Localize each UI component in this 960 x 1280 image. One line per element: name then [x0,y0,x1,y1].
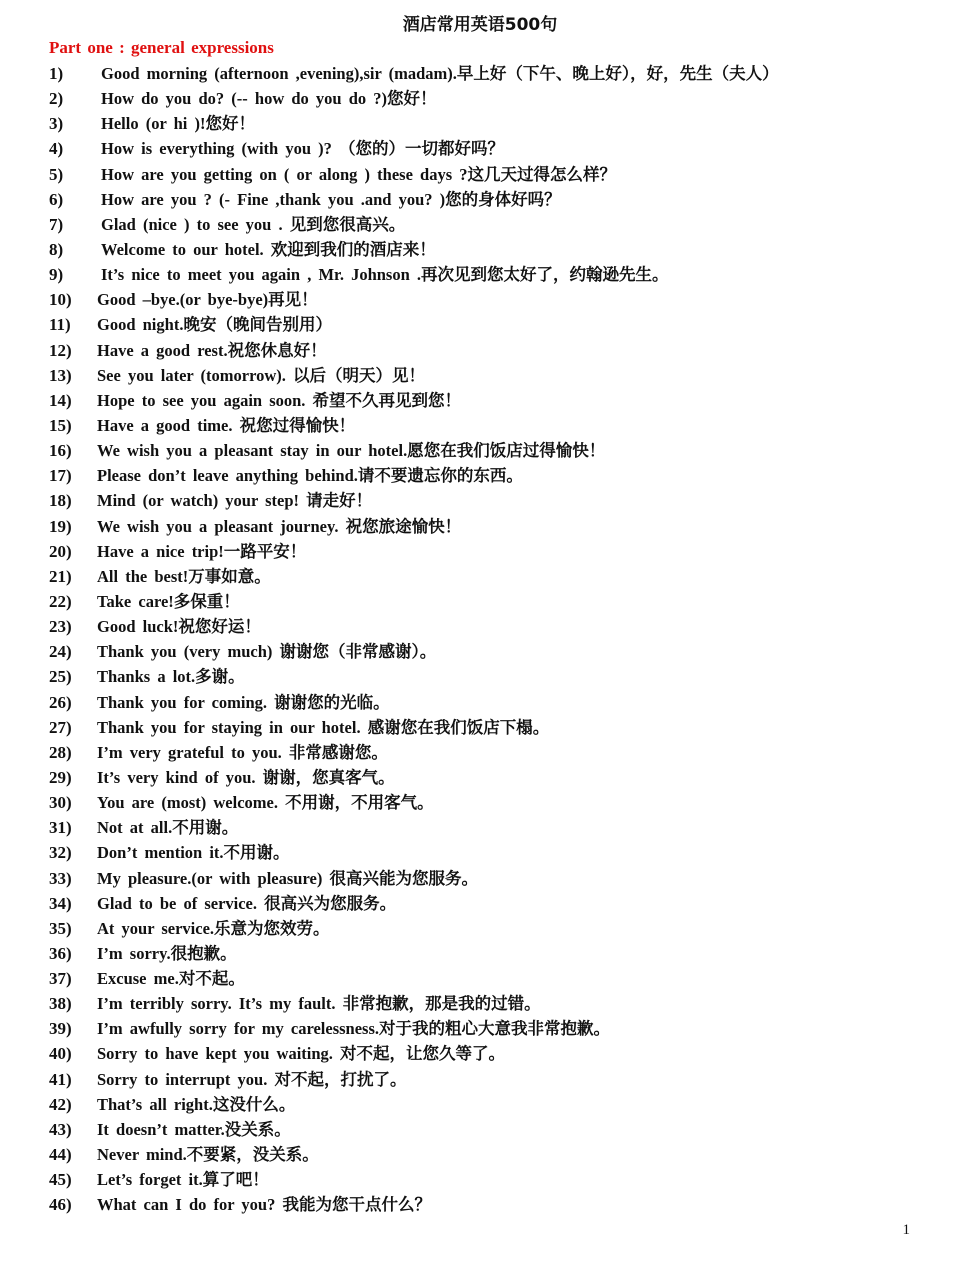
item-number: 40) [49,1044,72,1064]
item-text: Welcome to our hotel. 欢迎到我们的酒店来！ [101,239,436,259]
list-item [0,916,960,941]
item-number: 26) [49,692,72,712]
item-number: 34) [49,893,72,913]
item-text: Thank you for staying in our hotel. 感谢您在我们饭店下榻。 [97,717,550,737]
item-number: 23) [49,617,72,637]
item-number: 24) [49,642,72,662]
item-text: Good morning (afternoon ,evening),sir (madam).早上好（下午、晚上好），好，先生（夫人） [101,64,779,83]
section-heading: Part one : general expressions [49,38,274,57]
item-number: 16) [49,441,72,461]
item-number: 43) [49,1119,72,1139]
item-number: 6) [49,189,64,209]
item-number: 39) [49,1019,72,1039]
list-item [0,715,960,740]
item-number: 29) [49,767,72,787]
list-item [0,589,960,614]
list-item [0,1192,960,1217]
list-item [0,891,960,916]
item-text: Take care!多保重！ [97,591,240,611]
item-number: 38) [49,994,72,1014]
item-number: 20) [49,541,72,561]
page-title: 酒店常用英语500句 [402,15,558,35]
list-item [0,388,960,413]
item-number: 2) [49,89,64,109]
item-number: 45) [49,1170,72,1190]
list-item [0,287,960,312]
list-item [0,363,960,388]
list-item [0,866,960,891]
list-item [0,765,960,790]
item-text: Good luck!祝您好运！ [97,617,261,637]
item-number: 18) [49,491,72,511]
item-number: 12) [49,340,72,360]
item-text: Excuse me.对不起。 [97,969,245,989]
item-number: 17) [49,466,72,486]
list-item [0,262,960,287]
list-item [0,338,960,363]
item-text: Please don’t leave anything behind.请不要遗忘你的东西。 [97,466,523,486]
item-text: I’m awfully sorry for my carelessness.对于我的粗心大意我非常抱歉。 [97,1019,611,1039]
item-text: Mind (or watch) your step! 请走好！ [97,491,373,511]
item-text: Have a nice trip!一路平安！ [97,541,307,561]
list-item [0,312,960,337]
item-text: Have a good rest.祝您休息好！ [97,340,327,360]
page-number: 1 [902,1222,910,1238]
item-number: 37) [49,969,72,989]
item-text: Don’t mention it.不用谢。 [97,843,290,863]
item-text: Glad (nice ) to see you . 见到您很高兴。 [101,214,406,234]
list-item [0,941,960,966]
item-number: 33) [49,868,72,888]
item-number: 10) [49,290,72,310]
item-text: Never mind.不要紧，没关系。 [97,1145,319,1165]
item-text: It’s nice to meet you again , Mr. Johnson .再次见到您太好了，约翰逊先生。 [101,265,669,285]
item-text: That’s all right.这没什么。 [97,1094,296,1114]
item-text: Sorry to have kept you waiting. 对不起，让您久等了。 [97,1044,506,1064]
item-number: 25) [49,667,72,687]
item-number: 11) [49,315,71,335]
list-item [0,614,960,639]
item-text: It doesn’t matter.没关系。 [97,1119,291,1139]
list-item [0,438,960,463]
item-number: 22) [49,591,72,611]
item-text: You are (most) welcome. 不用谢，不用客气。 [97,793,434,813]
list-item [0,514,960,539]
item-text: Hello (or hi )!您好！ [101,114,255,134]
item-text: What can I do for you? 我能为您干点什么？ [97,1195,431,1215]
item-text: How are you ? (- Fine ,thank you .and you? )您的身体好吗？ [101,189,561,209]
item-number: 15) [49,415,72,435]
item-text: Sorry to interrupt you. 对不起，打扰了。 [97,1069,407,1089]
item-text: My pleasure.(or with pleasure) 很高兴能为您服务。 [97,868,478,888]
item-text: I’m very grateful to you. 非常感谢您。 [97,742,388,762]
item-text: Thank you for coming. 谢谢您的光临。 [97,692,390,712]
list-item [0,1117,960,1142]
item-text: See you later (tomorrow). 以后（明天）见！ [97,365,426,385]
item-number: 9) [49,265,64,285]
list-item [0,488,960,513]
item-text: Thanks a lot.多谢。 [97,667,245,687]
item-number: 1) [49,64,64,83]
list-item [0,991,960,1016]
item-text: I’m terribly sorry. It’s my fault. 非常抱歉，那是我的过错。 [97,994,541,1014]
item-number: 13) [49,365,72,385]
list-item [0,740,960,765]
item-text: How is everything (with you )? （您的）一切都好吗？ [101,139,504,159]
list-item [0,639,960,664]
list-item [0,237,960,262]
item-number: 42) [49,1094,72,1114]
item-text: Glad to be of service. 很高兴为您服务。 [97,893,397,913]
phrase-list [0,61,960,1217]
item-number: 4) [49,139,64,159]
item-number: 41) [49,1069,72,1089]
list-item [0,539,960,564]
item-number: 7) [49,214,64,234]
item-text: At your service.乐意为您效劳。 [97,918,330,938]
item-text: Not at all.不用谢。 [97,818,239,838]
list-item [0,1142,960,1167]
item-text: It’s very kind of you. 谢谢，您真客气。 [97,767,395,787]
list-item [0,664,960,689]
item-number: 21) [49,566,72,586]
list-item [0,413,960,438]
list-item [0,162,960,187]
item-number: 32) [49,843,72,863]
item-number: 31) [49,818,72,838]
item-text: Let’s forget it.算了吧！ [97,1170,269,1190]
item-number: 5) [49,164,64,184]
list-item [0,1067,960,1092]
item-number: 44) [49,1145,72,1165]
item-text: How are you getting on ( or along ) these days ?这几天过得怎么样？ [101,164,617,184]
list-item [0,1167,960,1192]
item-number: 8) [49,239,64,259]
list-item [0,966,960,991]
item-text: We wish you a pleasant stay in our hotel.愿您在我们饭店过得愉快！ [97,441,606,461]
item-number: 36) [49,943,72,963]
item-number: 28) [49,742,72,762]
item-text: Have a good time. 祝您过得愉快！ [97,415,356,435]
list-item [0,790,960,815]
list-item [0,187,960,212]
list-item [0,212,960,237]
list-item [0,840,960,865]
item-text: I’m sorry.很抱歉。 [97,943,237,963]
item-number: 27) [49,717,72,737]
item-number: 19) [49,516,72,536]
item-number: 3) [49,114,64,134]
item-number: 35) [49,918,72,938]
list-item [0,1092,960,1117]
item-text: All the best!万事如意。 [97,566,271,586]
list-item [0,61,960,86]
list-item [0,1016,960,1041]
item-text: We wish you a pleasant journey. 祝您旅途愉快！ [97,516,462,536]
item-text: Good –bye.(or bye-bye)再见！ [97,290,318,310]
list-item [0,815,960,840]
list-item [0,86,960,111]
item-text: Hope to see you again soon. 希望不久再见到您！ [97,390,462,410]
list-item [0,690,960,715]
item-number: 46) [49,1195,72,1215]
list-item [0,1041,960,1066]
item-text: Good night.晚安（晚间告别用） [97,315,332,335]
list-item [0,463,960,488]
list-item [0,564,960,589]
item-number: 30) [49,793,72,813]
item-number: 14) [49,390,72,410]
item-text: How do you do? (-- how do you do ?)您好！ [101,89,437,109]
list-item [0,111,960,136]
item-text: Thank you (very much) 谢谢您（非常感谢）。 [97,642,437,662]
list-item [0,136,960,161]
